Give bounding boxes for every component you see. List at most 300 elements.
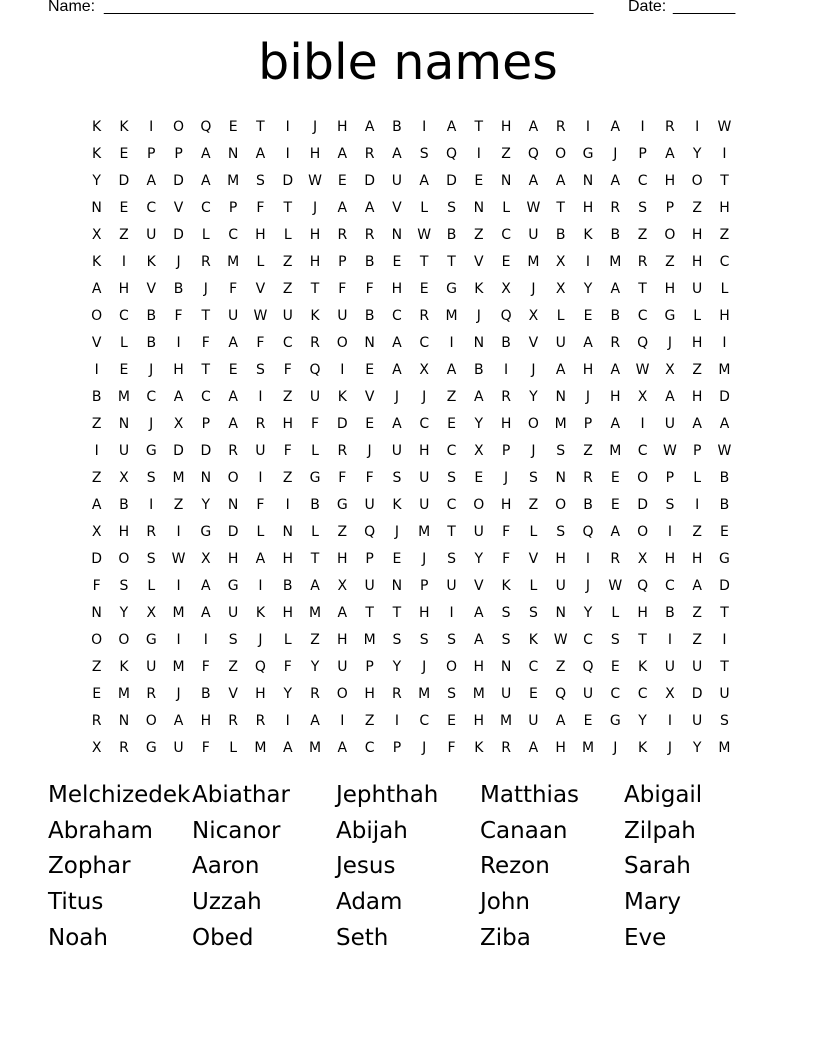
grid-letter: I bbox=[149, 497, 154, 513]
grid-letter: I bbox=[422, 119, 427, 135]
grid-row bbox=[83, 627, 739, 654]
grid-letter: K bbox=[92, 119, 102, 135]
grid-letter: I bbox=[695, 497, 700, 513]
grid-letter: E bbox=[610, 470, 620, 486]
grid-letter: S bbox=[638, 200, 648, 216]
grid-letter: J bbox=[422, 659, 427, 675]
grid-letter: M bbox=[445, 308, 458, 324]
grid-letter: A bbox=[610, 173, 621, 189]
word-list-item: Adam bbox=[336, 889, 403, 916]
grid-letter: Y bbox=[583, 281, 593, 297]
grid-letter: B bbox=[91, 389, 102, 405]
page-title: bible names bbox=[258, 34, 558, 91]
grid-letter: B bbox=[555, 227, 566, 243]
grid-letter: C bbox=[610, 686, 621, 702]
grid-letter: Y bbox=[692, 740, 702, 756]
grid-letter: F bbox=[283, 443, 292, 459]
grid-letter: U bbox=[364, 578, 375, 594]
grid-letter: F bbox=[256, 200, 265, 216]
grid-letter: N bbox=[582, 173, 594, 189]
grid-letter: R bbox=[146, 524, 157, 540]
grid-letter: Z bbox=[91, 416, 102, 432]
grid-letter: S bbox=[146, 551, 156, 567]
grid-letter: D bbox=[691, 686, 703, 702]
grid-letter: H bbox=[282, 551, 293, 567]
grid-letter: F bbox=[256, 497, 265, 513]
grid-letter: V bbox=[364, 389, 375, 405]
word-list-item: Abraham bbox=[48, 817, 153, 844]
grid-letter: M bbox=[172, 605, 185, 621]
grid-row bbox=[83, 168, 739, 195]
grid-letter: Z bbox=[719, 227, 730, 243]
grid-letter: E bbox=[501, 254, 511, 270]
grid-letter: W bbox=[662, 443, 677, 459]
grid-row bbox=[83, 195, 739, 222]
grid-letter: M bbox=[117, 686, 130, 702]
grid-row bbox=[83, 222, 739, 249]
grid-letter: N bbox=[473, 200, 485, 216]
grid-letter: M bbox=[527, 254, 540, 270]
grid-letter: H bbox=[337, 119, 348, 135]
grid-row bbox=[83, 465, 739, 492]
grid-letter: S bbox=[419, 632, 429, 648]
grid-letter: S bbox=[447, 686, 456, 702]
grid-row bbox=[83, 654, 739, 681]
grid-letter: X bbox=[91, 740, 102, 756]
grid-letter: L bbox=[529, 578, 538, 594]
grid-letter: D bbox=[91, 551, 103, 567]
grid-letter: X bbox=[91, 227, 102, 243]
grid-letter: T bbox=[201, 362, 211, 378]
grid-letter: F bbox=[338, 281, 347, 297]
grid-letter: A bbox=[228, 389, 238, 405]
grid-letter: S bbox=[610, 632, 620, 648]
grid-letter: S bbox=[501, 605, 511, 621]
grid-letter: B bbox=[610, 308, 621, 324]
grid-letter: D bbox=[336, 416, 348, 432]
grid-letter: X bbox=[555, 254, 566, 270]
grid-letter: A bbox=[201, 146, 211, 162]
grid-letter: F bbox=[92, 578, 101, 594]
grid-letter: O bbox=[445, 659, 458, 675]
grid-letter: L bbox=[529, 524, 538, 540]
grid-letter: M bbox=[363, 632, 376, 648]
grid-letter: N bbox=[282, 524, 293, 540]
grid-row bbox=[83, 330, 739, 357]
grid-letter: W bbox=[553, 632, 568, 648]
grid-letter: N bbox=[500, 173, 512, 189]
grid-letter: J bbox=[367, 443, 372, 459]
grid-letter: U bbox=[337, 308, 348, 324]
grid-letter: C bbox=[664, 578, 675, 594]
grid-letter: M bbox=[609, 443, 622, 459]
grid-letter: I bbox=[449, 335, 454, 351]
grid-letter: H bbox=[391, 281, 403, 297]
grid-letter: K bbox=[501, 578, 511, 594]
grid-letter: L bbox=[693, 308, 702, 324]
grid-letter: I bbox=[94, 362, 99, 378]
grid-letter: I bbox=[585, 254, 591, 270]
grid-letter: A bbox=[392, 146, 402, 162]
grid-letter: E bbox=[228, 362, 238, 378]
grid-letter: I bbox=[722, 146, 727, 162]
grid-letter: X bbox=[474, 443, 484, 459]
word-list-item: Aaron bbox=[192, 853, 260, 880]
word-list-item: Sarah bbox=[624, 853, 691, 880]
grid-letter: E bbox=[365, 362, 375, 378]
grid-letter: D bbox=[173, 173, 184, 189]
grid-letter: U bbox=[719, 686, 730, 702]
grid-letter: I bbox=[94, 443, 99, 459]
grid-letter: H bbox=[118, 524, 130, 540]
grid-letter: E bbox=[392, 254, 402, 270]
grid-letter: U bbox=[664, 659, 675, 675]
grid-letter: F bbox=[447, 740, 456, 756]
grid-letter: I bbox=[640, 119, 645, 135]
grid-letter: G bbox=[145, 632, 157, 648]
grid-letter: A bbox=[337, 605, 348, 621]
grid-letter: C bbox=[419, 335, 430, 351]
grid-letter: Z bbox=[692, 605, 702, 621]
grid-letter: X bbox=[637, 551, 648, 567]
grid-letter: H bbox=[555, 551, 566, 567]
grid-letter: O bbox=[473, 497, 485, 513]
grid-letter: E bbox=[119, 200, 129, 216]
grid-row bbox=[83, 411, 739, 438]
grid-letter: X bbox=[91, 524, 102, 540]
grid-letter: K bbox=[637, 659, 648, 675]
grid-letter: U bbox=[146, 659, 157, 675]
grid-letter: H bbox=[500, 119, 512, 135]
grid-letter: I bbox=[176, 578, 181, 594]
name-blank: _______________________________________________________ bbox=[104, 0, 594, 15]
grid-letter: U bbox=[582, 686, 594, 702]
grid-letter: N bbox=[227, 146, 239, 162]
grid-row bbox=[83, 384, 739, 411]
grid-letter: H bbox=[582, 200, 594, 216]
grid-letter: G bbox=[145, 740, 157, 756]
grid-letter: A bbox=[228, 335, 238, 351]
grid-letter: O bbox=[637, 524, 649, 540]
grid-letter: A bbox=[528, 173, 539, 189]
grid-letter: I bbox=[121, 254, 127, 270]
grid-letter: H bbox=[173, 362, 184, 378]
grid-letter: B bbox=[719, 470, 730, 486]
grid-letter: Z bbox=[692, 632, 702, 648]
grid-letter: H bbox=[255, 686, 266, 702]
grid-letter: M bbox=[609, 254, 622, 270]
grid-letter: O bbox=[145, 713, 157, 729]
grid-letter: C bbox=[419, 713, 430, 729]
grid-letter: J bbox=[531, 281, 536, 297]
grid-letter: I bbox=[203, 632, 208, 648]
grid-letter: W bbox=[171, 551, 186, 567]
grid-letter: L bbox=[311, 443, 319, 459]
grid-letter: H bbox=[664, 551, 676, 567]
grid-row bbox=[83, 303, 739, 330]
grid-letter: R bbox=[364, 146, 375, 162]
grid-letter: F bbox=[283, 362, 292, 378]
word-list-item: Nicanor bbox=[192, 817, 281, 844]
grid-letter: J bbox=[667, 740, 672, 756]
grid-letter: T bbox=[447, 254, 456, 270]
word-list-item: Canaan bbox=[480, 817, 568, 844]
grid-letter: U bbox=[391, 443, 403, 459]
grid-letter: Z bbox=[528, 497, 539, 513]
grid-letter: H bbox=[337, 551, 348, 567]
grid-letter: A bbox=[719, 416, 730, 432]
grid-letter: O bbox=[91, 632, 103, 648]
grid-letter: U bbox=[692, 659, 703, 675]
grid-letter: H bbox=[691, 335, 703, 351]
grid-letter: D bbox=[364, 173, 375, 189]
grid-letter: E bbox=[365, 416, 375, 432]
grid-letter: V bbox=[146, 281, 157, 297]
grid-letter: N bbox=[391, 578, 403, 594]
grid-letter: H bbox=[200, 713, 212, 729]
grid-letter: K bbox=[583, 227, 593, 243]
grid-row bbox=[83, 681, 739, 708]
grid-letter: U bbox=[364, 497, 375, 513]
grid-letter: M bbox=[227, 254, 240, 270]
grid-row bbox=[83, 249, 739, 276]
grid-letter: H bbox=[691, 254, 703, 270]
grid-letter: F bbox=[229, 281, 238, 297]
grid-letter: N bbox=[555, 605, 566, 621]
grid-letter: O bbox=[118, 632, 130, 648]
grid-letter: J bbox=[394, 389, 399, 405]
grid-letter: A bbox=[610, 416, 621, 432]
grid-letter: F bbox=[256, 335, 265, 351]
grid-letter: I bbox=[176, 524, 181, 540]
grid-letter: A bbox=[146, 173, 157, 189]
grid-letter: J bbox=[176, 254, 181, 270]
date-label: Date: bbox=[628, 0, 667, 15]
grid-letter: Z bbox=[91, 659, 102, 675]
grid-letter: R bbox=[228, 713, 238, 729]
grid-letter: M bbox=[418, 686, 431, 702]
grid-letter: T bbox=[256, 119, 265, 135]
grid-letter: O bbox=[555, 146, 567, 162]
grid-letter: C bbox=[146, 389, 157, 405]
grid-letter: A bbox=[337, 740, 348, 756]
grid-letter: W bbox=[526, 200, 541, 216]
grid-letter: Z bbox=[692, 524, 702, 540]
grid-letter: A bbox=[528, 119, 539, 135]
grid-letter: B bbox=[119, 497, 129, 513]
word-list-item: Abigail bbox=[624, 782, 703, 808]
grid-letter: A bbox=[91, 281, 102, 297]
grid-letter: T bbox=[638, 632, 647, 648]
grid-letter: W bbox=[608, 578, 623, 594]
grid-letter: C bbox=[200, 200, 211, 216]
grid-letter: E bbox=[119, 362, 129, 378]
grid-letter: Z bbox=[446, 389, 457, 405]
word-list bbox=[48, 778, 768, 956]
grid-letter: J bbox=[149, 362, 154, 378]
grid-letter: A bbox=[528, 740, 539, 756]
grid-letter: R bbox=[255, 713, 266, 729]
grid-letter: D bbox=[227, 524, 239, 540]
grid-letter: R bbox=[555, 119, 566, 135]
grid-letter: E bbox=[720, 524, 729, 540]
grid-letter: I bbox=[285, 497, 290, 513]
grid-letter: A bbox=[255, 146, 266, 162]
grid-letter: Y bbox=[92, 173, 101, 189]
grid-letter: M bbox=[227, 173, 240, 189]
grid-letter: B bbox=[364, 254, 375, 270]
grid-letter: M bbox=[172, 659, 185, 675]
grid-letter: S bbox=[447, 200, 456, 216]
grid-letter: V bbox=[474, 254, 484, 270]
grid-letter: H bbox=[473, 713, 485, 729]
grid-letter: H bbox=[719, 308, 730, 324]
grid-letter: O bbox=[691, 173, 703, 189]
grid-letter: A bbox=[665, 146, 675, 162]
grid-letter: R bbox=[337, 443, 348, 459]
grid-row bbox=[83, 438, 739, 465]
grid-letter: K bbox=[474, 281, 484, 297]
grid-letter: X bbox=[146, 605, 157, 621]
grid-letter: R bbox=[665, 119, 675, 135]
grid-letter: D bbox=[719, 389, 730, 405]
grid-letter: E bbox=[228, 119, 238, 135]
grid-letter: Z bbox=[91, 470, 102, 486]
grid-letter: E bbox=[447, 713, 456, 729]
grid-letter: I bbox=[285, 146, 290, 162]
grid-letter: D bbox=[118, 173, 130, 189]
grid-letter: F bbox=[201, 740, 210, 756]
grid-letter: T bbox=[720, 173, 729, 189]
grid-letter: U bbox=[419, 497, 430, 513]
grid-letter: S bbox=[255, 362, 265, 378]
grid-letter: O bbox=[336, 686, 348, 702]
grid-letter: C bbox=[419, 416, 430, 432]
grid-letter: K bbox=[528, 632, 538, 648]
grid-letter: H bbox=[337, 632, 348, 648]
grid-letter: G bbox=[664, 308, 676, 324]
grid-letter: S bbox=[528, 605, 538, 621]
grid-letter: H bbox=[255, 227, 266, 243]
grid-letter: A bbox=[173, 389, 184, 405]
grid-letter: F bbox=[365, 470, 374, 486]
grid-row bbox=[83, 114, 739, 141]
grid-letter: K bbox=[146, 254, 156, 270]
grid-letter: L bbox=[693, 470, 702, 486]
grid-letter: K bbox=[637, 740, 648, 756]
grid-letter: R bbox=[200, 254, 211, 270]
grid-letter: A bbox=[91, 497, 102, 513]
grid-letter: A bbox=[337, 146, 348, 162]
grid-letter: U bbox=[146, 227, 157, 243]
grid-letter: N bbox=[500, 659, 512, 675]
grid-letter: H bbox=[309, 254, 321, 270]
grid-letter: B bbox=[282, 578, 293, 594]
grid-letter: N bbox=[91, 200, 102, 216]
grid-letter: U bbox=[555, 335, 566, 351]
grid-row bbox=[83, 141, 739, 168]
grid-letter: V bbox=[173, 200, 184, 216]
grid-letter: I bbox=[258, 389, 263, 405]
grid-letter: A bbox=[446, 119, 457, 135]
grid-letter: H bbox=[691, 227, 703, 243]
grid-letter: G bbox=[609, 713, 621, 729]
grid-letter: Y bbox=[474, 551, 484, 567]
grid-letter: B bbox=[501, 335, 511, 351]
grid-letter: U bbox=[692, 281, 703, 297]
word-list-item: Mary bbox=[624, 889, 682, 916]
grid-letter: I bbox=[449, 605, 454, 621]
grid-letter: Z bbox=[364, 713, 375, 729]
grid-letter: R bbox=[501, 740, 511, 756]
grid-letter: P bbox=[392, 740, 402, 756]
grid-letter: J bbox=[394, 524, 399, 540]
grid-letter: F bbox=[310, 416, 320, 432]
grid-letter: A bbox=[364, 200, 375, 216]
grid-letter: I bbox=[285, 713, 290, 729]
grid-letter: Z bbox=[474, 227, 484, 243]
grid-letter: C bbox=[364, 740, 375, 756]
grid-letter: G bbox=[582, 146, 594, 162]
grid-letter: I bbox=[258, 578, 263, 594]
grid-letter: S bbox=[447, 470, 456, 486]
grid-letter: Y bbox=[119, 605, 129, 621]
grid-letter: D bbox=[637, 497, 648, 513]
grid-letter: Z bbox=[692, 200, 702, 216]
grid-letter: R bbox=[610, 551, 621, 567]
grid-letter: L bbox=[283, 227, 292, 243]
grid-letter: R bbox=[364, 227, 375, 243]
grid-letter: H bbox=[282, 416, 293, 432]
grid-letter: J bbox=[258, 632, 263, 648]
grid-letter: L bbox=[611, 605, 620, 621]
grid-letter: A bbox=[446, 362, 457, 378]
grid-letter: R bbox=[146, 686, 157, 702]
grid-letter: Y bbox=[283, 686, 292, 702]
word-list-item: Titus bbox=[48, 889, 104, 916]
grid-letter: P bbox=[365, 551, 374, 567]
grid-letter: Q bbox=[555, 686, 567, 702]
grid-letter: J bbox=[476, 308, 481, 324]
grid-letter: U bbox=[500, 686, 512, 702]
grid-letter: B bbox=[446, 227, 457, 243]
grid-letter: Y bbox=[392, 659, 402, 675]
grid-letter: R bbox=[337, 227, 348, 243]
grid-letter: G bbox=[227, 578, 239, 594]
grid-letter: E bbox=[474, 173, 484, 189]
grid-letter: J bbox=[312, 119, 318, 135]
grid-letter: S bbox=[665, 497, 675, 513]
grid-letter: N bbox=[473, 335, 485, 351]
grid-letter: C bbox=[719, 254, 730, 270]
grid-letter: M bbox=[308, 740, 322, 756]
grid-letter: I bbox=[176, 335, 181, 351]
grid-letter: P bbox=[228, 200, 238, 216]
grid-letter: D bbox=[282, 173, 294, 189]
grid-letter: C bbox=[446, 443, 457, 459]
grid-letter: N bbox=[91, 605, 102, 621]
grid-letter: Z bbox=[337, 524, 348, 540]
grid-letter: U bbox=[391, 173, 403, 189]
grid-letter: Q bbox=[254, 659, 266, 675]
grid-letter: D bbox=[200, 443, 212, 459]
grid-letter: J bbox=[312, 200, 318, 216]
grid-letter: C bbox=[200, 389, 211, 405]
grid-letter: S bbox=[556, 443, 566, 459]
grid-letter: K bbox=[310, 308, 320, 324]
grid-letter: A bbox=[364, 119, 375, 135]
grid-letter: I bbox=[667, 632, 672, 648]
